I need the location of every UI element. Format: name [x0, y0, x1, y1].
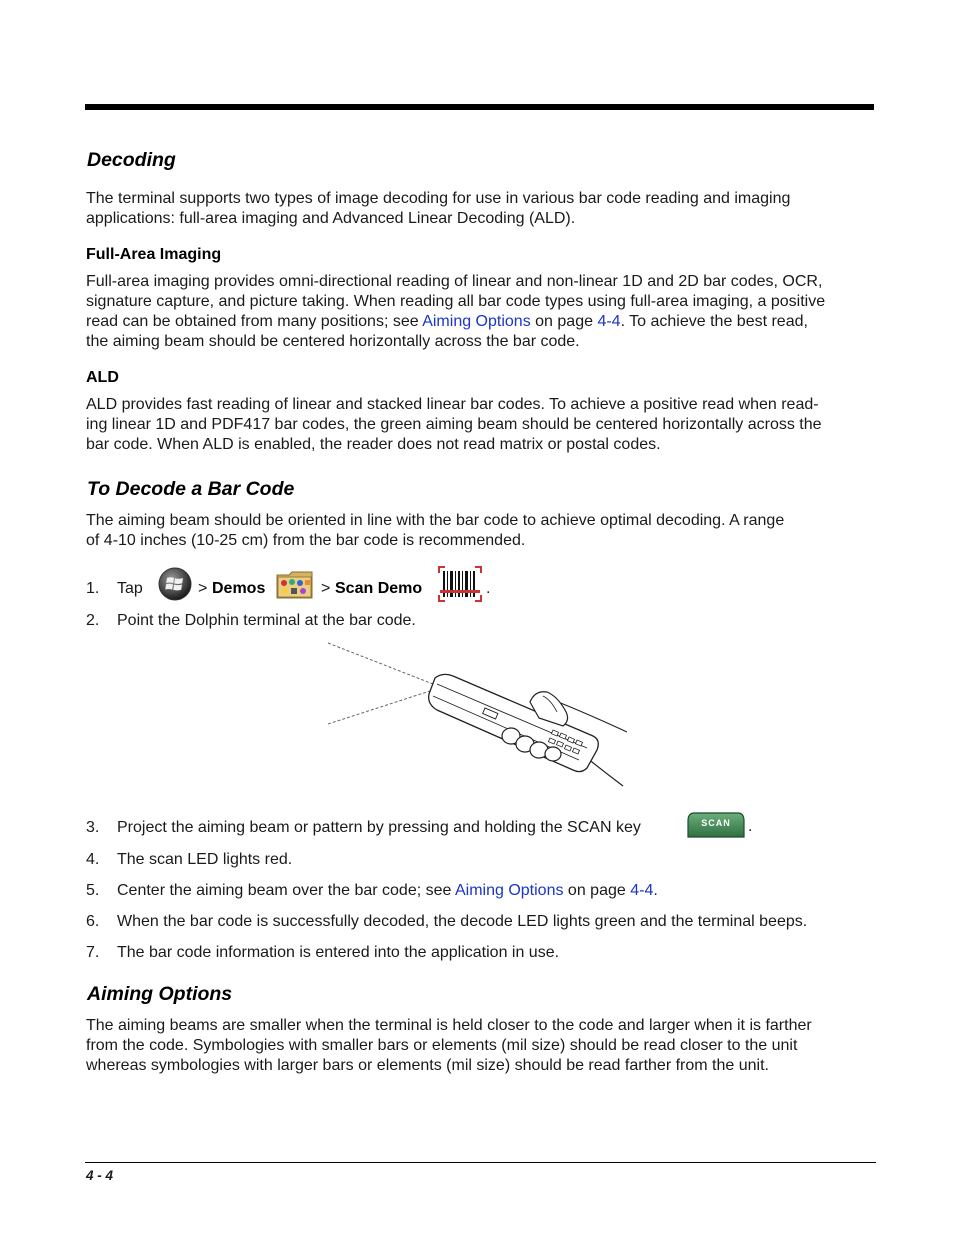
heading-full-area-imaging: Full-Area Imaging: [86, 246, 222, 263]
page-number: 4 - 4: [86, 1168, 114, 1183]
step-5: 5. Center the aiming beam over the bar code; see Aiming Options on page 4-4.: [86, 882, 658, 899]
barcode-scan-demo-icon[interactable]: [437, 565, 483, 603]
demos-folder-icon[interactable]: [275, 569, 315, 601]
hand-holding-terminal-illustration: [325, 640, 630, 790]
scan-key-label: SCAN: [701, 818, 731, 828]
step-7: 7. The bar code information is entered into the application in use.: [86, 944, 560, 961]
ald-paragraph: ALD provides fast reading of linear and stacked linear bar codes. To achieve a positive read when read- ing linear 1D and PDF417 bar codes, the green aiming beam should be centered horizontally across the bar code. When ALD is enabled, the reader does not read matrix or postal codes.: [86, 396, 822, 453]
step-4: 4. The scan LED lights red.: [86, 851, 293, 868]
full-area-paragraph: Full-area imaging provides omni-directional reading of linear and non-linear 1D and 2D bar codes, OCR, signature capture, and picture taking. When reading all bar code types using full-area imaging, a positive read can be obtained from many positions; see Aiming Options on page 4-4. To achieve the best read, the aiming beam should be centered horizontally across the bar code.: [86, 273, 826, 350]
heading-to-decode: To Decode a Bar Code: [87, 478, 295, 500]
windows-start-icon[interactable]: [158, 567, 192, 601]
decoding-intro: The terminal supports two types of image decoding for use in various bar code reading and imaging applications: full-area imaging and Advanced Linear Decoding (ALD).: [86, 190, 791, 227]
aiming-options-link[interactable]: Aiming Options: [422, 313, 531, 330]
heading-ald: ALD: [86, 369, 119, 386]
heading-aiming-options: Aiming Options: [87, 983, 233, 1005]
demos-label: Demos: [212, 580, 266, 597]
aiming-options-paragraph: The aiming beams are smaller when the terminal is held closer to the code and larger when it is farther from the code. Symbologies with smaller bars or elements (mil size) should be read closer to the unit whereas symbologies with larger bars or elements (mil size) should be read farther from the unit.: [86, 1017, 812, 1074]
aiming-options-link-step5[interactable]: Aiming Options: [454, 882, 564, 899]
page-4-4-link-step5[interactable]: 4-4: [630, 882, 654, 899]
page-4-4-link[interactable]: 4-4: [597, 313, 621, 330]
to-decode-intro: The aiming beam should be oriented in line with the bar code to achieve optimal decoding. A range of 4-10 inches (10-25 cm) from the bar code is recommended.: [86, 512, 785, 549]
top-rule: [85, 104, 874, 110]
step-6: 6. When the bar code is successfully decoded, the decode LED lights green and the terminal beeps.: [86, 913, 808, 930]
heading-decoding: Decoding: [87, 149, 176, 171]
step-3: 3. Project the aiming beam or pattern by pressing and holding the SCAN key: [86, 819, 641, 836]
scan-demo-label: Scan Demo: [335, 580, 423, 597]
step-2: 2. Point the Dolphin terminal at the bar code.: [86, 612, 416, 629]
footer-rule: [85, 1162, 876, 1163]
